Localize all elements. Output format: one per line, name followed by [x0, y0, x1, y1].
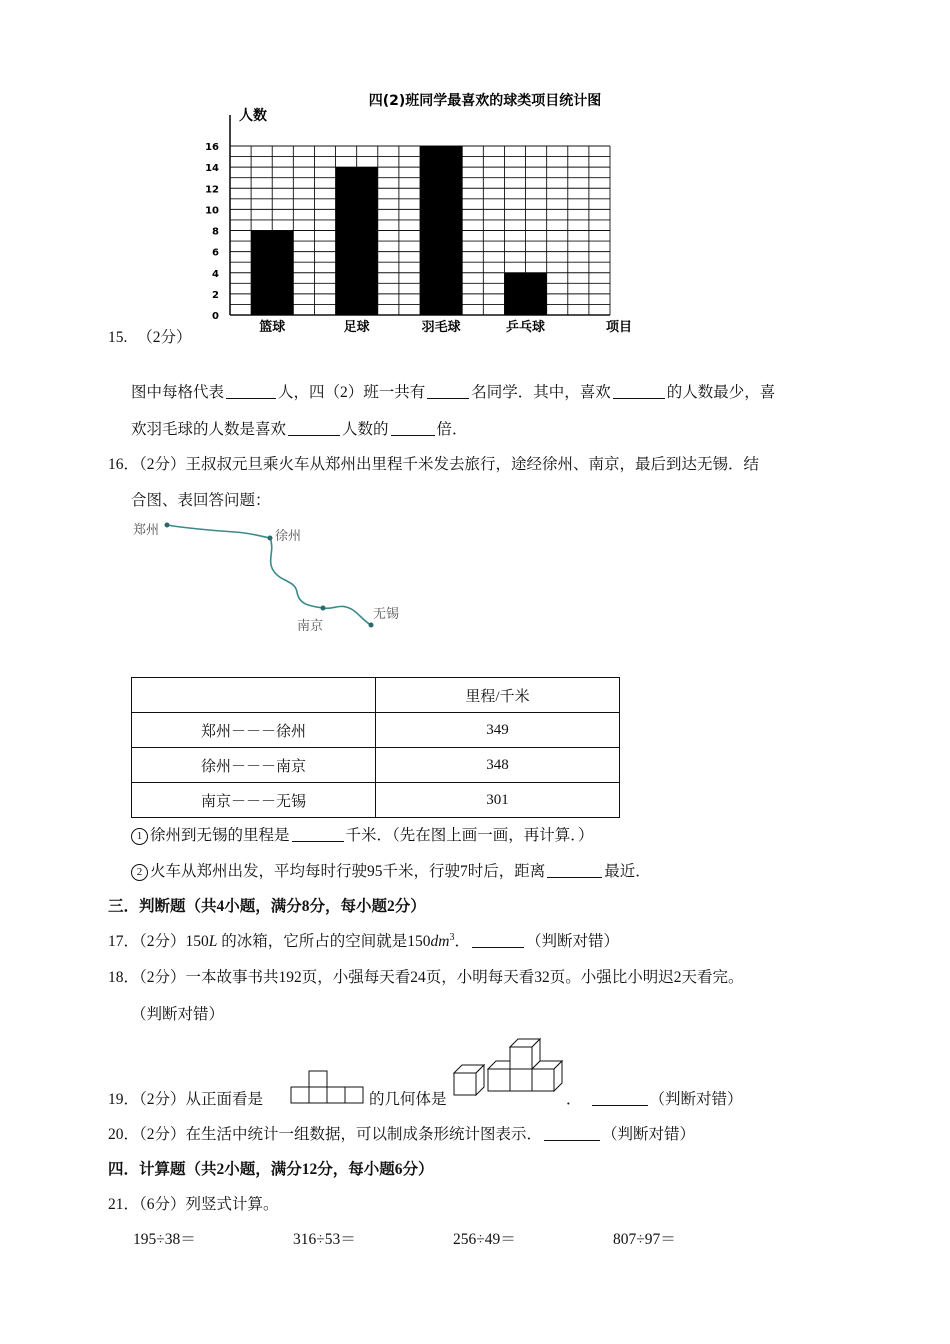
q21-item: 256÷49＝ [453, 1231, 516, 1248]
q20-text-d: （判断对错） [602, 1126, 696, 1143]
q19-text-c: ． [566, 1091, 582, 1108]
q15-text-c: 名同学．其中，喜欢 [471, 384, 611, 401]
x-tick-label: 羽毛球 [421, 320, 461, 335]
q15-line2 [131, 417, 468, 439]
q15-blank-3[interactable] [613, 397, 665, 399]
q16-blank-1[interactable] [292, 840, 344, 842]
chart-xlabel: 项目 [605, 320, 633, 335]
cube-solid-figure [452, 1034, 564, 1096]
q15-blank-4[interactable] [288, 434, 340, 436]
table-cell-km: 348 [376, 748, 620, 783]
wuxi-dot [369, 623, 374, 628]
chart-title: 四(2)班同学最喜欢的球类项目统计图 [368, 93, 602, 109]
q17 [108, 929, 619, 951]
q17-text-d: （判断对错） [526, 933, 620, 950]
q17-text-b: 的冰箱，它所占的空间就是150 [217, 933, 431, 950]
railway-map [125, 510, 425, 640]
table-cell-km: 301 [376, 783, 620, 818]
q21-item: 195÷38＝ [133, 1231, 196, 1248]
x-tick-label: 乒乓球 [506, 320, 546, 335]
q17-text-a: 17．（2分）150 [108, 933, 209, 950]
q16-sub1 [131, 823, 594, 845]
table-header-km: 里程/千米 [376, 678, 620, 713]
nanjing-dot [321, 606, 326, 611]
q20-blank[interactable] [544, 1139, 600, 1141]
q17-unit-l: L [208, 933, 218, 950]
q20-text-a: 20．（2分）在生活中统计一组数据，可以制成条形统计图表示． [108, 1126, 543, 1143]
q15-number: 15. [108, 329, 128, 346]
y-tick-label: 2 [212, 289, 219, 301]
bar-4 [504, 273, 546, 315]
y-tick-label: 12 [205, 184, 219, 196]
label-xuzhou: 徐州 [275, 529, 302, 544]
q15-text-e: 欢羽毛球的人数是喜欢 [131, 421, 287, 438]
q19-blank[interactable] [592, 1104, 648, 1106]
table-header-blank [132, 678, 376, 713]
chart-ylabel: 人数 [239, 108, 267, 124]
q21-header: 21．（6分）列竖式计算。 [108, 1196, 279, 1213]
q16-sub2-text-b: 最近． [604, 863, 651, 880]
q16-sub1-text-b: 千米．（先在图上画一画，再计算．） [345, 827, 594, 844]
label-zhengzhou: 郑州 [133, 523, 160, 538]
bar-3 [420, 146, 462, 315]
table-cell-route: 徐州－－－南京 [132, 748, 376, 783]
q15-text-a: 图中每格代表 [131, 384, 225, 401]
q17-unit-dm: dm [430, 933, 450, 950]
circled-1: 1 [131, 828, 148, 845]
q15-text-d: 的人数最少，喜 [666, 384, 776, 401]
q16-header: 16．（2分）王叔叔元旦乘火车从郑州出里程千米发去旅行，途经徐州、南京，最后到达无锡．结 [108, 456, 760, 473]
y-tick-label: 14 [205, 163, 219, 175]
table-cell-km: 349 [376, 713, 620, 748]
q19-text-b: 的几何体是 [369, 1091, 447, 1108]
q18-line1: 18．（2分）一本故事书共192页，小强每天看24页，小明每天看32页。小强比小明迟2天看完。 [108, 969, 744, 986]
q19-text-d: （判断对错） [649, 1091, 743, 1108]
q16-blank-2[interactable] [547, 876, 602, 878]
q19-text-a: 19．（2分）从正面看是 [108, 1091, 264, 1108]
x-tick-label: 篮球 [259, 320, 286, 335]
q16-sub1-text-a: 徐州到无锡的里程是 [150, 827, 290, 844]
q15-text-b: 人，四（2）班一共有 [278, 384, 426, 401]
y-tick-label: 8 [212, 226, 219, 238]
table-cell-route: 南京－－－无锡 [132, 783, 376, 818]
label-wuxi: 无锡 [373, 607, 400, 622]
q19-mid [369, 1087, 447, 1109]
q16-header2: 合图、表回答问题： [131, 492, 271, 509]
bar-2 [336, 167, 378, 315]
table-row [132, 783, 620, 818]
table-header-row [132, 678, 620, 713]
zhengzhou-dot [165, 523, 170, 528]
circled-2: 2 [131, 864, 148, 881]
xuzhou-dot [268, 536, 273, 541]
q17-blank[interactable] [472, 946, 524, 948]
q16-sub2 [131, 859, 651, 881]
y-tick-label: 0 [212, 311, 219, 322]
section-3-heading: 三．判断题（共4小题，满分8分，每小题2分） [108, 898, 426, 915]
bar-1 [251, 231, 293, 316]
q15-text-f: 人数的 [342, 421, 389, 438]
table-cell-route: 郑州－－－徐州 [132, 713, 376, 748]
y-tick-label: 10 [205, 205, 219, 217]
label-nanjing: 南京 [297, 619, 324, 634]
q16-sub2-text-a: 火车从郑州出发，平均每时行驶95千米，行驶7时后，距离 [150, 863, 546, 880]
q18-line2: （判断对错） [131, 1006, 225, 1023]
front-view-figure [290, 1070, 366, 1104]
q15-blank-5[interactable] [391, 434, 435, 436]
distance-table [131, 677, 620, 818]
y-tick-label: 16 [205, 142, 219, 153]
y-tick-label: 4 [212, 268, 219, 280]
table-row [132, 748, 620, 783]
q15-line1 [131, 380, 775, 402]
section-4-heading: 四．计算题（共2小题，满分12分，每小题6分） [108, 1161, 434, 1178]
q15-text-g: 倍． [436, 421, 468, 438]
q15-number-line [108, 325, 192, 347]
q19 [108, 1087, 263, 1109]
q15-blank-1[interactable] [226, 397, 276, 399]
bar-chart [195, 85, 655, 345]
q15-blank-2[interactable] [427, 397, 469, 399]
q19-end [566, 1087, 743, 1109]
table-row [132, 713, 620, 748]
q15-score: （2分） [137, 329, 192, 346]
q21-item: 316÷53＝ [293, 1231, 356, 1248]
y-tick-label: 6 [212, 247, 219, 259]
q21-item: 807÷97＝ [613, 1231, 676, 1248]
q17-text-c: ． [454, 933, 470, 950]
x-tick-label: 足球 [343, 320, 370, 335]
q17-sup: 3 [449, 931, 455, 943]
q20 [108, 1122, 695, 1144]
